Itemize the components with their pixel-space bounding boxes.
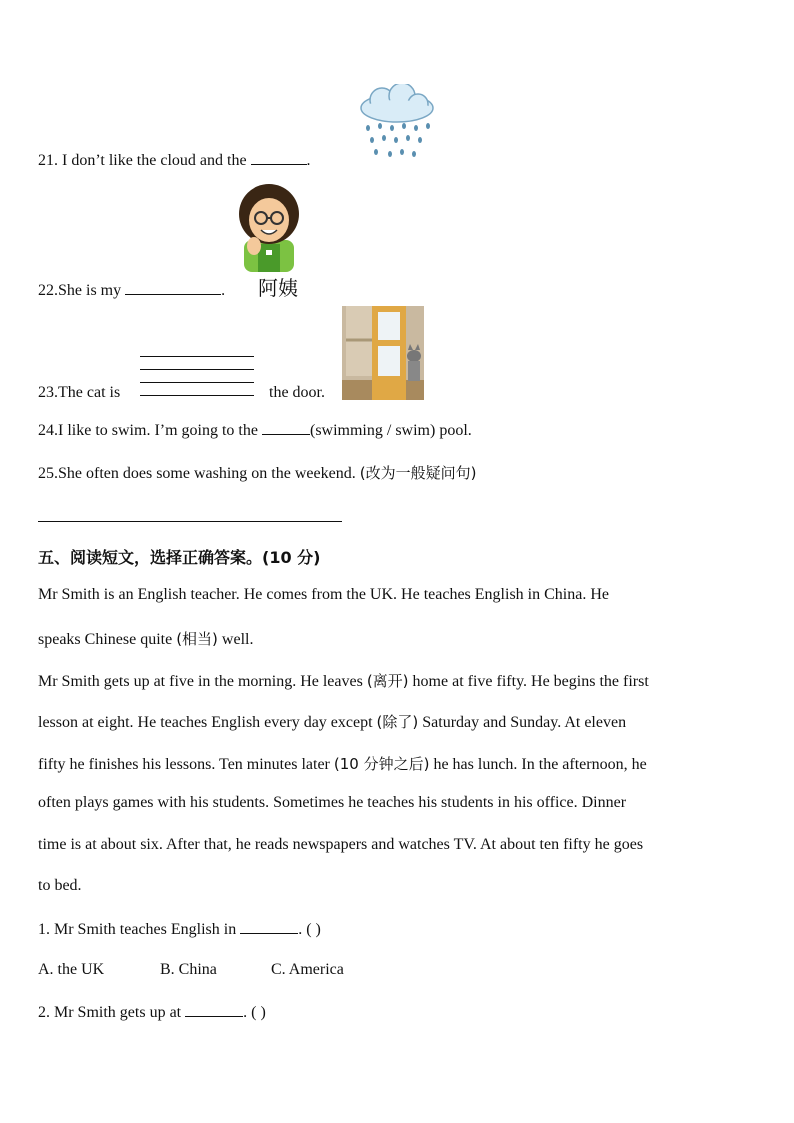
passage-text: well.: [217, 631, 254, 648]
mc-question-1: [38, 919, 321, 939]
question-23-text: 23.The cat is: [38, 384, 121, 401]
question-options-text: (swimming / swim) pool.: [309, 422, 472, 439]
answer-bracket[interactable]: . ( ): [243, 1004, 266, 1021]
answer-line[interactable]: [38, 521, 342, 522]
question-23-blanks: [140, 356, 254, 396]
question-23-tail: the door.: [269, 384, 325, 401]
question-punct: .: [221, 282, 226, 299]
question-text: 24.I like to swim. I’m going to the: [38, 422, 262, 439]
passage-line: [38, 670, 758, 691]
passage-text: lesson at eight. He teaches English every day except: [38, 714, 377, 731]
passage-text: home at five fifty. He begins the first: [408, 673, 649, 690]
gloss: (相当): [176, 630, 218, 648]
question-stem: 1. Mr Smith teaches English in: [38, 921, 241, 938]
mc-question-2: [38, 1002, 266, 1022]
answer-line[interactable]: [140, 356, 254, 357]
passage-text: Saturday and Sunday. At eleven: [418, 714, 627, 731]
gloss: (除了): [376, 713, 419, 731]
answer-blank[interactable]: [251, 150, 307, 165]
question-stem: 2. Mr Smith gets up at: [38, 1004, 186, 1021]
question-text: 25.She often does some washing on the weekend.: [38, 465, 360, 482]
passage-line: to bed.: [38, 877, 82, 894]
mc-option-c[interactable]: C. America: [271, 961, 344, 978]
passage-line: [38, 711, 758, 732]
answer-bracket[interactable]: . ( ): [298, 921, 321, 938]
passage-text: he has lunch. In the afternoon, he: [429, 756, 647, 773]
gloss: (10 分钟之后): [333, 755, 430, 773]
gloss: (离开): [366, 672, 409, 690]
passage-text: Mr Smith gets up at five in the morning. He leaves: [38, 673, 367, 690]
passage-line: [38, 628, 758, 649]
passage-text: speaks Chinese quite: [38, 631, 177, 648]
answer-blank[interactable]: [125, 280, 221, 295]
question-punct: .: [306, 152, 311, 169]
question-number: 21: [38, 152, 54, 169]
passage-line: time is at about six. After that, he reads newspapers and watches TV. At about ten fifty he goes: [38, 836, 644, 853]
passage-line: often plays games with his students. Sometimes he teaches his students in his office. Dinner: [38, 794, 627, 811]
mc-option-a[interactable]: A. the UK: [38, 961, 105, 978]
question-text: 22.She is my: [38, 282, 126, 299]
cat-behind-door-picture: [342, 306, 424, 400]
question-22: [38, 280, 225, 300]
section-heading: 五、阅读短文，选择正确答案。(10 分): [38, 548, 321, 567]
question-text: . I don’t like the cloud and the: [54, 152, 251, 169]
passage-line: Mr Smith is an English teacher. He comes from the UK. He teaches English in China. He: [38, 586, 609, 603]
passage-line: [38, 753, 758, 774]
aunt-picture: [234, 184, 304, 272]
answer-blank[interactable]: [240, 919, 298, 934]
question-25: [38, 462, 476, 483]
instruction-note: (改为一般疑问句): [359, 464, 477, 482]
answer-line[interactable]: [140, 395, 254, 396]
answer-blank[interactable]: [262, 420, 310, 435]
answer-line[interactable]: [140, 369, 254, 370]
mc-option-b[interactable]: B. China: [160, 961, 217, 978]
passage-text: fifty he finishes his lessons. Ten minutes later: [38, 756, 334, 773]
rain-cloud-picture: [356, 84, 438, 164]
question-21: [38, 150, 311, 170]
aunt-label: 阿姨: [258, 276, 298, 300]
answer-line[interactable]: [140, 382, 254, 383]
answer-blank[interactable]: [185, 1002, 243, 1017]
question-24: [38, 420, 472, 440]
